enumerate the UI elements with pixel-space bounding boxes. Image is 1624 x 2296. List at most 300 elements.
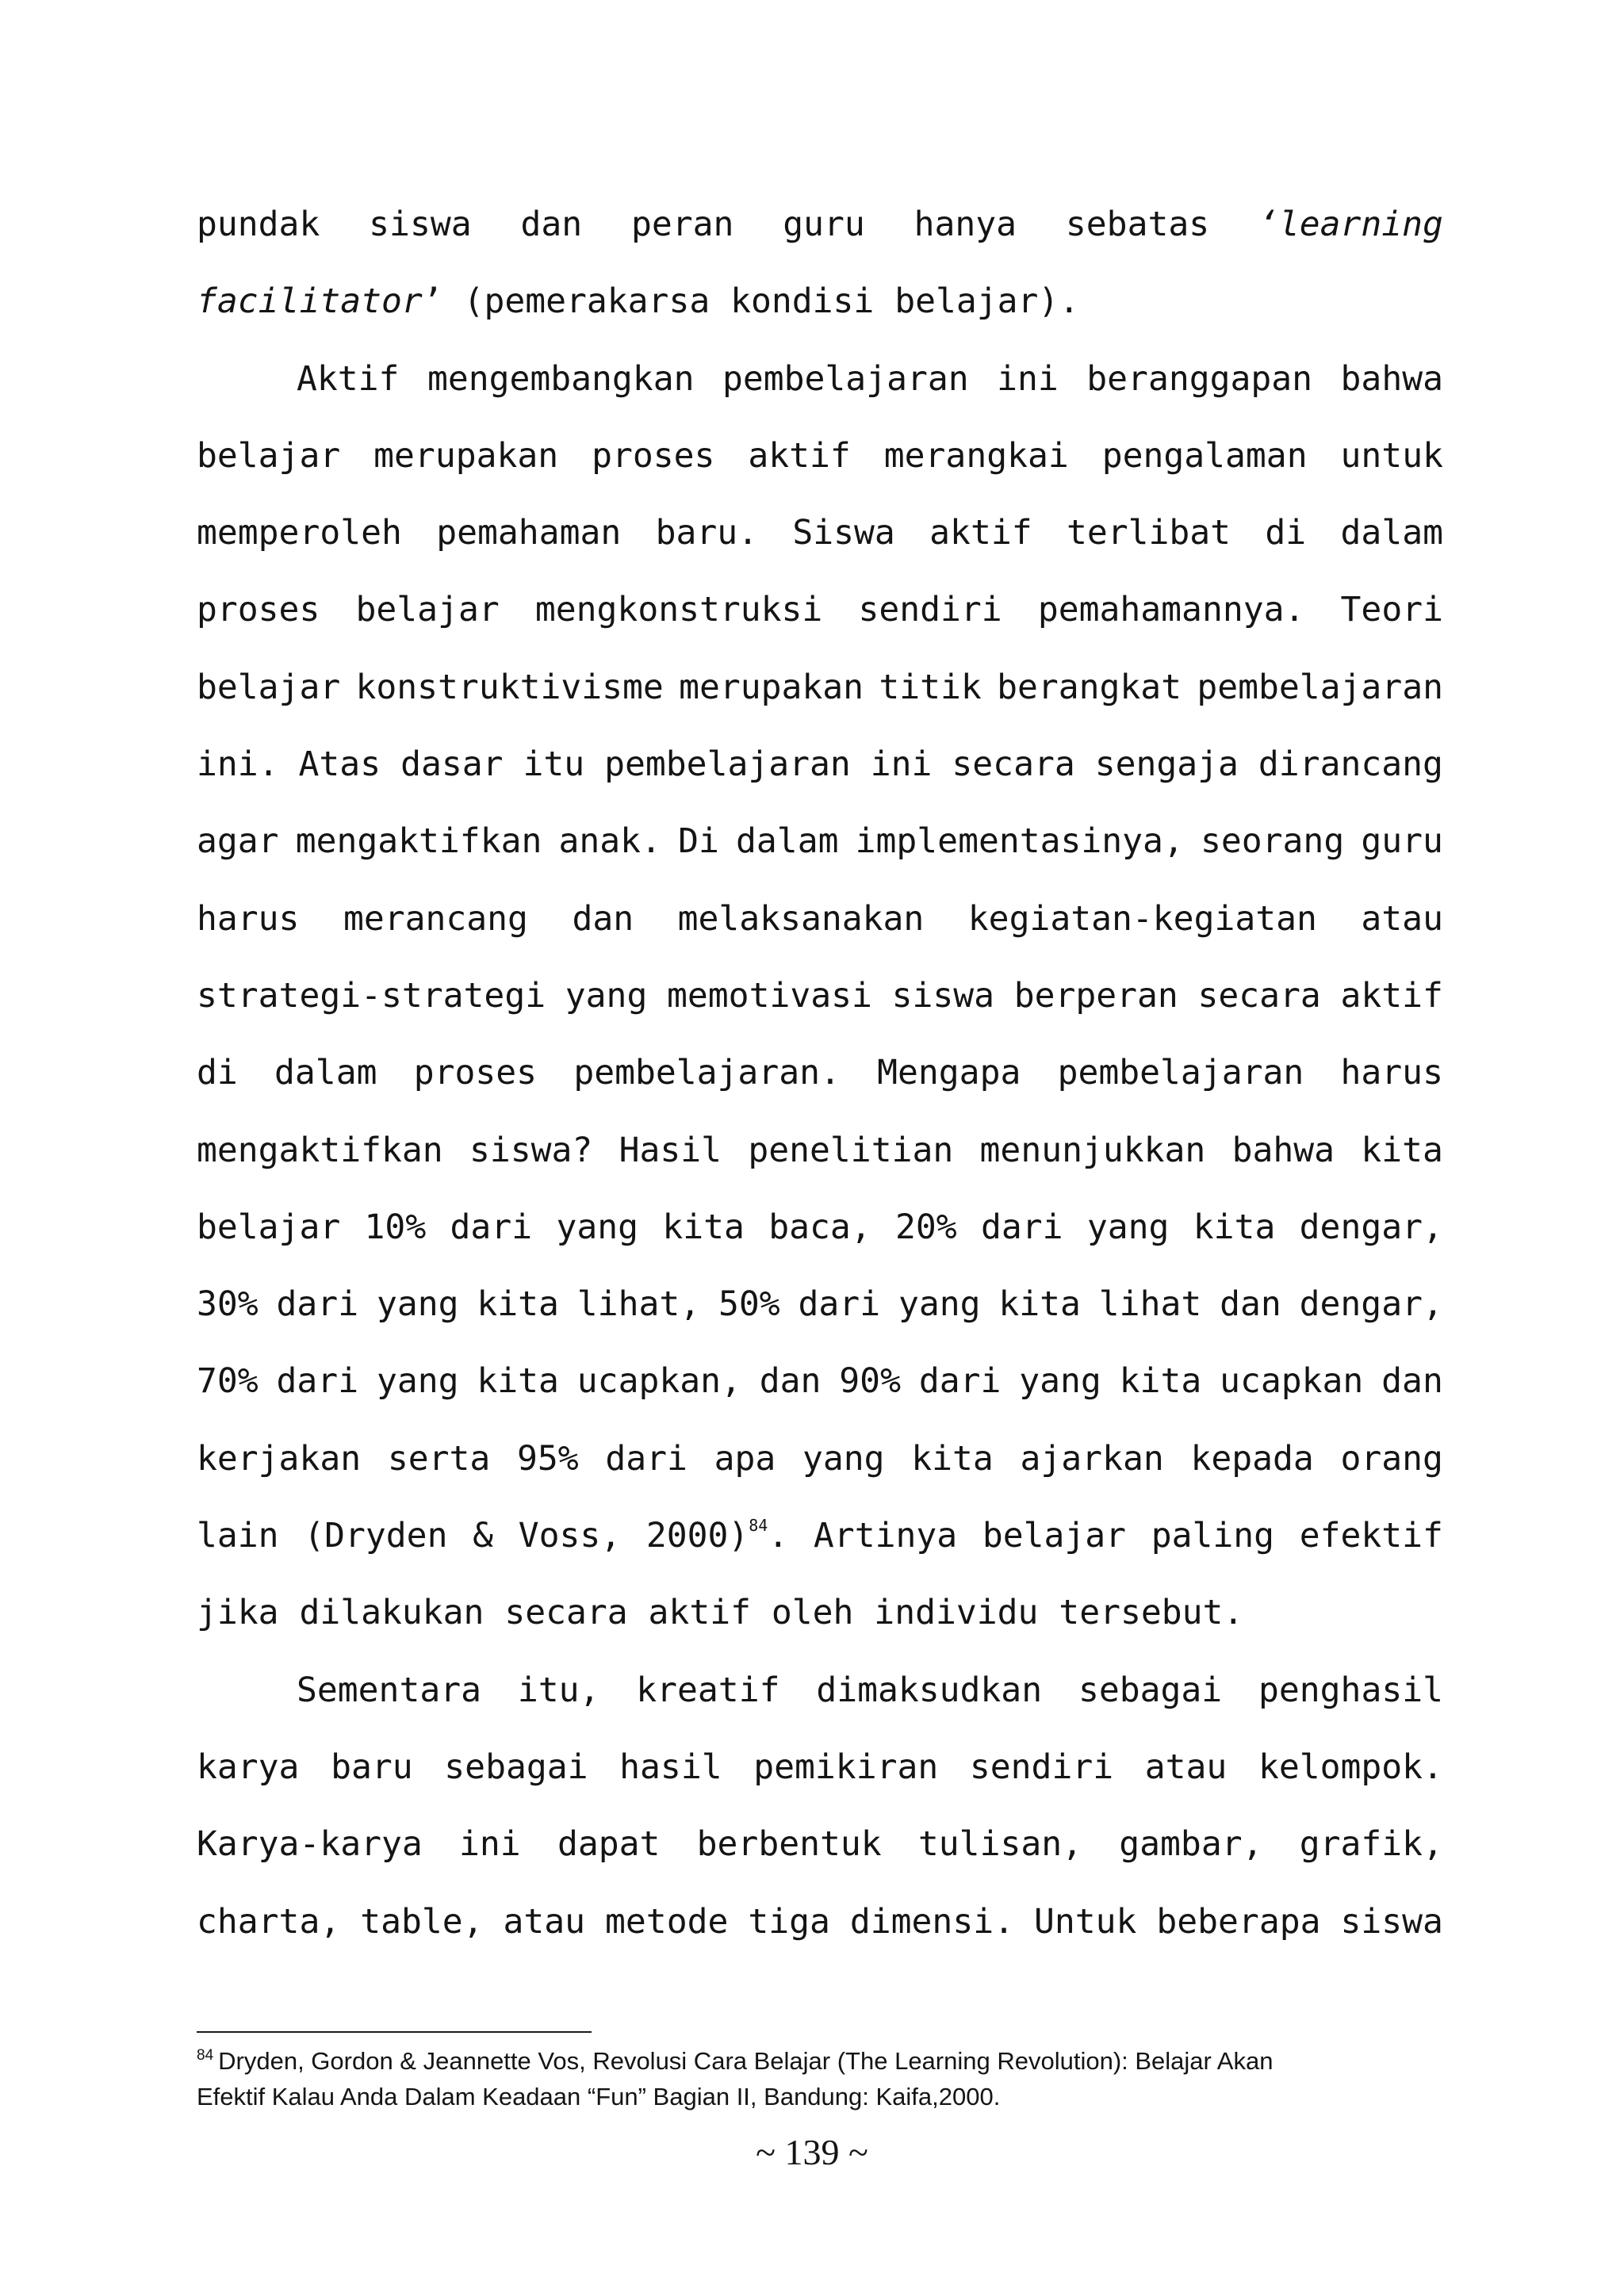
text-segment: harus	[1340, 1053, 1443, 1093]
text-word	[697, 1806, 882, 1883]
footnote	[197, 2045, 1450, 2113]
text-segment: kita	[911, 1438, 994, 1479]
text-segment: kegiatan-kegiatan	[967, 898, 1317, 939]
text-word	[518, 1652, 600, 1729]
text-word	[277, 1266, 359, 1343]
text-segment: dari	[276, 1361, 359, 1402]
text-segment: anak.	[558, 821, 661, 862]
text-segment: merupakan	[373, 435, 559, 476]
text-word	[1119, 1806, 1262, 1883]
text-segment: hanya	[914, 205, 1017, 244]
text-word	[197, 1593, 1243, 1632]
text-word	[1361, 881, 1443, 958]
text-segment: lihat	[1098, 1284, 1202, 1325]
text-segment: dimaksudkan	[816, 1670, 1043, 1710]
text-segment: serta	[387, 1438, 491, 1479]
text-word	[998, 1266, 1081, 1343]
text-word	[197, 495, 402, 572]
text-word	[799, 1266, 881, 1343]
text-segment: beranggapan	[1086, 358, 1313, 399]
text-word	[557, 1806, 660, 1883]
text-segment: 2000)	[645, 1516, 749, 1556]
text-word	[1193, 1189, 1276, 1266]
text-segment: bahwa	[1231, 1130, 1335, 1170]
text-line	[197, 341, 1443, 418]
text-segment: pembelajaran	[1197, 667, 1443, 707]
text-segment: berbentuk	[696, 1824, 882, 1865]
text-word	[504, 1884, 586, 1961]
text-word	[469, 1112, 592, 1189]
text-line	[197, 263, 1443, 340]
text-segment: Mengapa	[877, 1053, 1021, 1093]
text-segment: dari	[981, 1207, 1063, 1247]
text-segment: implementasinya,	[855, 821, 1184, 862]
text-line	[197, 1884, 1443, 1961]
text-segment: dari	[605, 1438, 688, 1479]
text-segment: ’ (pemerakarsa kondisi belajar).	[422, 281, 1080, 322]
text-segment: sebatas	[1065, 205, 1210, 244]
text-word	[792, 495, 894, 572]
text-segment: ucapkan	[1220, 1361, 1364, 1402]
text-word	[197, 803, 279, 880]
text-segment: dalam	[736, 821, 839, 862]
text-word	[565, 958, 648, 1035]
text-word	[343, 881, 528, 958]
text-line	[197, 1343, 1443, 1420]
text-word	[679, 649, 864, 726]
text-segment: mengembangkan	[427, 358, 695, 399]
text-word	[760, 1343, 822, 1420]
text-segment: atau	[503, 1901, 586, 1942]
text-word	[473, 1498, 493, 1575]
text-segment: belajar	[197, 667, 341, 707]
text-word	[444, 1729, 588, 1806]
text-line	[197, 958, 1443, 1035]
text-word	[1341, 572, 1443, 649]
footnote-reference: 84	[749, 1516, 768, 1536]
text-segment: pundak	[197, 205, 320, 244]
text-word	[1381, 1343, 1443, 1420]
text-segment: atau	[1361, 898, 1443, 939]
text-line	[197, 803, 1443, 880]
text-word	[1361, 803, 1443, 880]
text-word	[197, 1421, 361, 1498]
text-segment: apa	[714, 1438, 776, 1479]
text-word	[197, 881, 299, 958]
text-segment: kelompok.	[1258, 1747, 1443, 1787]
text-segment: yang	[802, 1438, 885, 1479]
text-line	[197, 726, 1443, 803]
text-segment: Teori	[1340, 590, 1443, 630]
text-segment: ini	[997, 358, 1059, 399]
text-segment: belajar	[355, 590, 500, 630]
text-segment: karya	[197, 1747, 300, 1787]
text-word	[1067, 495, 1231, 572]
text-segment: kita	[998, 1284, 1081, 1325]
text-segment: dengar,	[1299, 1207, 1443, 1247]
text-segment: itu,	[517, 1670, 600, 1710]
text-segment: &	[473, 1516, 494, 1556]
text-line	[197, 1652, 1443, 1729]
text-word	[535, 572, 822, 649]
text-word	[816, 1652, 1042, 1729]
footnote-divider	[197, 2031, 592, 2033]
text-word	[1340, 1884, 1442, 1961]
text-segment: strategi-strategi	[197, 975, 546, 1016]
text-segment: peran	[630, 205, 734, 244]
text-segment: harus	[197, 898, 300, 939]
text-word	[436, 495, 621, 572]
text-word	[968, 881, 1317, 958]
body-text	[197, 186, 1443, 1961]
text-segment: di	[197, 1053, 238, 1093]
text-segment: proses	[197, 590, 320, 630]
text-segment: dirancang	[1258, 744, 1443, 785]
text-segment: ini	[459, 1824, 521, 1865]
text-word	[1078, 1652, 1222, 1729]
text-segment: kerjakan	[197, 1438, 362, 1479]
text-word	[1058, 1035, 1304, 1112]
text-segment: jika dilakukan secara aktif oleh individu tersebut.	[197, 1593, 1244, 1633]
text-segment: mengaktifkan	[295, 821, 542, 862]
text-word	[1340, 1421, 1442, 1498]
text-segment: 20%	[895, 1207, 957, 1247]
text-word	[197, 958, 546, 1035]
text-word	[736, 803, 838, 880]
text-word	[414, 1035, 537, 1112]
text-word	[573, 1035, 841, 1112]
text-line	[197, 186, 1443, 263]
text-word	[631, 186, 733, 263]
text-segment: siswa	[891, 975, 995, 1016]
text-segment: guru	[1361, 821, 1443, 862]
text-segment: dapat	[557, 1824, 661, 1865]
text-word	[1099, 1266, 1201, 1343]
text-word	[970, 1729, 1113, 1806]
text-word	[839, 1343, 901, 1420]
text-word	[748, 418, 850, 495]
text-word	[1145, 1729, 1228, 1806]
text-word	[1341, 495, 1443, 572]
text-word	[388, 1421, 490, 1498]
text-word	[1102, 418, 1308, 495]
text-word	[1095, 726, 1239, 803]
text-segment: sendiri	[858, 590, 1002, 630]
text-segment: yang	[556, 1207, 638, 1247]
text-segment: dan	[572, 898, 634, 939]
text-line	[197, 881, 1443, 958]
text-segment: kita	[1193, 1207, 1276, 1247]
text-word	[997, 341, 1059, 418]
text-word	[1300, 1189, 1443, 1266]
text-word	[982, 1498, 1126, 1575]
text-segment: sebagai	[444, 1747, 588, 1787]
text-word	[197, 1729, 299, 1806]
text-word	[1197, 649, 1443, 726]
text-segment: baru.	[655, 513, 759, 553]
text-word	[1361, 1112, 1443, 1189]
text-word	[197, 726, 279, 803]
text-segment: 95%	[516, 1438, 579, 1479]
text-segment: pembelajaran.	[573, 1053, 841, 1093]
text-word	[1038, 572, 1305, 649]
text-word	[1034, 1884, 1136, 1961]
text-segment: tulisan,	[917, 1824, 1083, 1865]
text-segment: belajar	[982, 1516, 1127, 1556]
text-segment: pembelajaran	[722, 358, 969, 399]
text-word	[619, 1729, 722, 1806]
text-segment: table,	[360, 1901, 484, 1942]
text-word	[1258, 1729, 1443, 1806]
text-word	[656, 495, 758, 572]
text-word	[197, 281, 423, 321]
text-word	[1341, 341, 1443, 418]
text-word	[877, 1035, 1021, 1112]
text-word	[459, 1806, 521, 1883]
footnote-number: 84	[197, 2047, 214, 2064]
text-segment: dan	[1381, 1361, 1443, 1402]
text-segment: dan	[520, 205, 583, 244]
text-segment: aktif	[1340, 975, 1443, 1016]
text-segment: titik	[879, 667, 982, 707]
text-word	[662, 1189, 745, 1266]
text-segment: dan	[1220, 1284, 1281, 1325]
text-segment: baca,	[768, 1207, 871, 1247]
text-segment: seorang	[1200, 821, 1345, 862]
text-word	[1232, 1112, 1335, 1189]
text-word	[373, 418, 558, 495]
text-word	[884, 418, 1069, 495]
text-segment: dimensi.	[849, 1901, 1014, 1942]
text-word	[197, 186, 320, 263]
text-word	[748, 1884, 830, 1961]
text-segment: berangkat	[997, 667, 1182, 707]
text-word	[1341, 958, 1443, 1035]
text-word	[1086, 341, 1312, 418]
text-word	[858, 572, 1002, 649]
text-word	[1151, 1498, 1274, 1575]
text-word	[297, 341, 399, 418]
text-segment: belajar	[197, 1207, 341, 1247]
text-word	[1190, 1421, 1313, 1498]
text-word	[768, 1189, 871, 1266]
text-segment: Siswa	[792, 513, 895, 553]
text-line	[197, 649, 1443, 726]
text-word	[1087, 1189, 1170, 1266]
text-word	[1341, 1035, 1443, 1112]
text-segment: pemahamannya.	[1037, 590, 1305, 630]
text-word	[1265, 495, 1306, 572]
text-segment: kita	[477, 1284, 559, 1325]
text-word	[572, 881, 634, 958]
text-word	[377, 1266, 459, 1343]
text-segment: merancang	[343, 898, 528, 939]
text-segment: yang	[376, 1361, 459, 1402]
text-segment: dari	[918, 1361, 1002, 1402]
text-word	[519, 1498, 621, 1575]
text-segment: sengaja	[1094, 744, 1239, 785]
text-word	[1258, 186, 1443, 263]
text-word	[274, 1035, 377, 1112]
text-word	[377, 1343, 459, 1420]
text-segment: kreatif	[636, 1670, 780, 1710]
text-segment: dalam	[274, 1053, 377, 1093]
text-segment: Karya-karya	[197, 1824, 423, 1865]
text-word	[197, 1343, 259, 1420]
text-word	[304, 1498, 447, 1575]
text-word	[1258, 1652, 1443, 1729]
text-word	[1197, 958, 1320, 1035]
text-word	[895, 1189, 957, 1266]
text-segment: ini	[870, 744, 933, 785]
text-word	[197, 1112, 443, 1189]
text-word	[297, 1652, 481, 1729]
text-segment: dan	[759, 1361, 822, 1402]
text-segment: Aktif	[297, 358, 400, 399]
text-segment: Hasil	[619, 1130, 722, 1170]
text-segment: pembelajaran	[604, 744, 851, 785]
text-line	[197, 572, 1443, 649]
text-word	[678, 881, 925, 958]
text-word	[980, 1112, 1206, 1189]
text-segment: kita	[1119, 1361, 1202, 1402]
text-segment: pembelajaran	[1057, 1053, 1304, 1093]
text-word	[1220, 1266, 1281, 1343]
text-segment: Sementara	[297, 1670, 481, 1710]
text-segment: Untuk	[1033, 1901, 1137, 1942]
text-segment: siswa	[369, 205, 472, 244]
text-word	[197, 1884, 340, 1961]
text-word	[197, 1498, 279, 1575]
text-segment: mengaktifkan	[197, 1130, 443, 1170]
text-segment: mengkonstruksi	[534, 590, 823, 630]
text-segment: atau	[1144, 1747, 1228, 1787]
text-segment: hasil	[619, 1747, 722, 1787]
text-segment: kita	[662, 1207, 745, 1247]
text-segment: dari	[798, 1284, 881, 1325]
text-segment: aktif	[929, 513, 1032, 553]
text-word	[1258, 726, 1443, 803]
text-segment: ucapkan,	[576, 1361, 741, 1402]
text-segment: beberapa	[1156, 1901, 1321, 1942]
page-number: ~ 139 ~	[756, 2132, 868, 2172]
text-segment: gambar,	[1119, 1824, 1263, 1865]
text-segment: itu	[523, 744, 585, 785]
text-word	[577, 1343, 741, 1420]
text-word	[197, 418, 340, 495]
text-segment: ‘learning	[1258, 205, 1443, 244]
text-line	[197, 1266, 1443, 1343]
text-segment: baru	[331, 1747, 413, 1787]
text-word	[879, 649, 981, 726]
text-segment: 70%	[197, 1361, 259, 1402]
text-segment: ajarkan	[1020, 1438, 1164, 1479]
text-word	[197, 1266, 259, 1343]
text-segment: penelitian	[748, 1130, 954, 1170]
text-word	[783, 186, 865, 263]
text-segment: kepada	[1190, 1438, 1314, 1479]
text-word	[1201, 803, 1344, 880]
text-segment: 90%	[839, 1361, 901, 1402]
text-segment: dari	[450, 1207, 533, 1247]
text-word	[577, 1266, 700, 1343]
text-segment: merangkai	[883, 435, 1069, 476]
text-word	[850, 1884, 1014, 1961]
text-word	[477, 1343, 559, 1420]
text-word	[1120, 1343, 1202, 1420]
text-word	[918, 1806, 1082, 1883]
text-word	[299, 726, 381, 803]
footnote-text-1: Dryden, Gordon & Jeannette Vos, Revolusi Cara Belajar (The Learning Revolution): Belajar Akan	[218, 2047, 1274, 2075]
text-segment: Atas	[298, 744, 381, 785]
text-punctuation: .	[768, 1516, 789, 1556]
text-word	[892, 958, 994, 1035]
text-segment: melaksanakan	[677, 898, 925, 939]
text-segment: dengar,	[1299, 1284, 1443, 1325]
text-word	[1019, 1343, 1101, 1420]
text-segment: metode	[605, 1901, 729, 1942]
text-word	[871, 726, 933, 803]
text-segment: 50%	[718, 1284, 780, 1325]
text-segment: secara	[952, 744, 1075, 785]
text-segment: (Dryden	[304, 1516, 448, 1556]
text-word	[678, 803, 719, 880]
text-segment: pemikiran	[753, 1747, 939, 1787]
text-segment: kita	[1361, 1130, 1443, 1170]
text-segment: di	[1265, 513, 1307, 553]
text-word	[331, 1729, 413, 1806]
text-segment: dari	[276, 1284, 359, 1325]
text-word	[355, 649, 663, 726]
text-word	[197, 1189, 340, 1266]
text-segment: secara	[1197, 975, 1321, 1016]
text-segment: grafik,	[1299, 1824, 1443, 1865]
text-segment: yang	[1086, 1207, 1170, 1247]
text-segment: merupakan	[679, 667, 864, 707]
text-segment: Di	[678, 821, 719, 862]
text-word	[360, 1884, 483, 1961]
text-word	[423, 281, 1079, 321]
text-word	[981, 1189, 1063, 1266]
text-word	[898, 1266, 981, 1343]
text-word	[714, 1421, 776, 1498]
text-word	[592, 418, 714, 495]
text-word	[427, 341, 695, 418]
text-segment: facilitator	[197, 281, 423, 322]
text-segment: orang	[1340, 1438, 1443, 1479]
text-segment: pemahaman	[436, 513, 622, 553]
text-segment: proses	[592, 435, 715, 476]
text-segment: charta,	[197, 1901, 341, 1942]
text-segment: siswa	[1340, 1901, 1443, 1942]
text-word	[356, 572, 500, 649]
text-word	[997, 649, 1182, 726]
text-word	[296, 803, 542, 880]
text-segment: yang	[898, 1284, 981, 1325]
text-segment: proses	[413, 1053, 538, 1093]
text-word	[636, 1652, 779, 1729]
text-word	[914, 186, 1017, 263]
text-segment: bahwa	[1340, 358, 1443, 399]
text-segment: berperan	[1013, 975, 1178, 1016]
text-line	[197, 418, 1443, 495]
text-word	[952, 726, 1074, 803]
text-segment: dalam	[1340, 513, 1443, 553]
text-line	[197, 1189, 1443, 1266]
text-word	[1220, 1343, 1363, 1420]
text-segment: tiga	[748, 1901, 830, 1942]
text-word	[400, 726, 503, 803]
